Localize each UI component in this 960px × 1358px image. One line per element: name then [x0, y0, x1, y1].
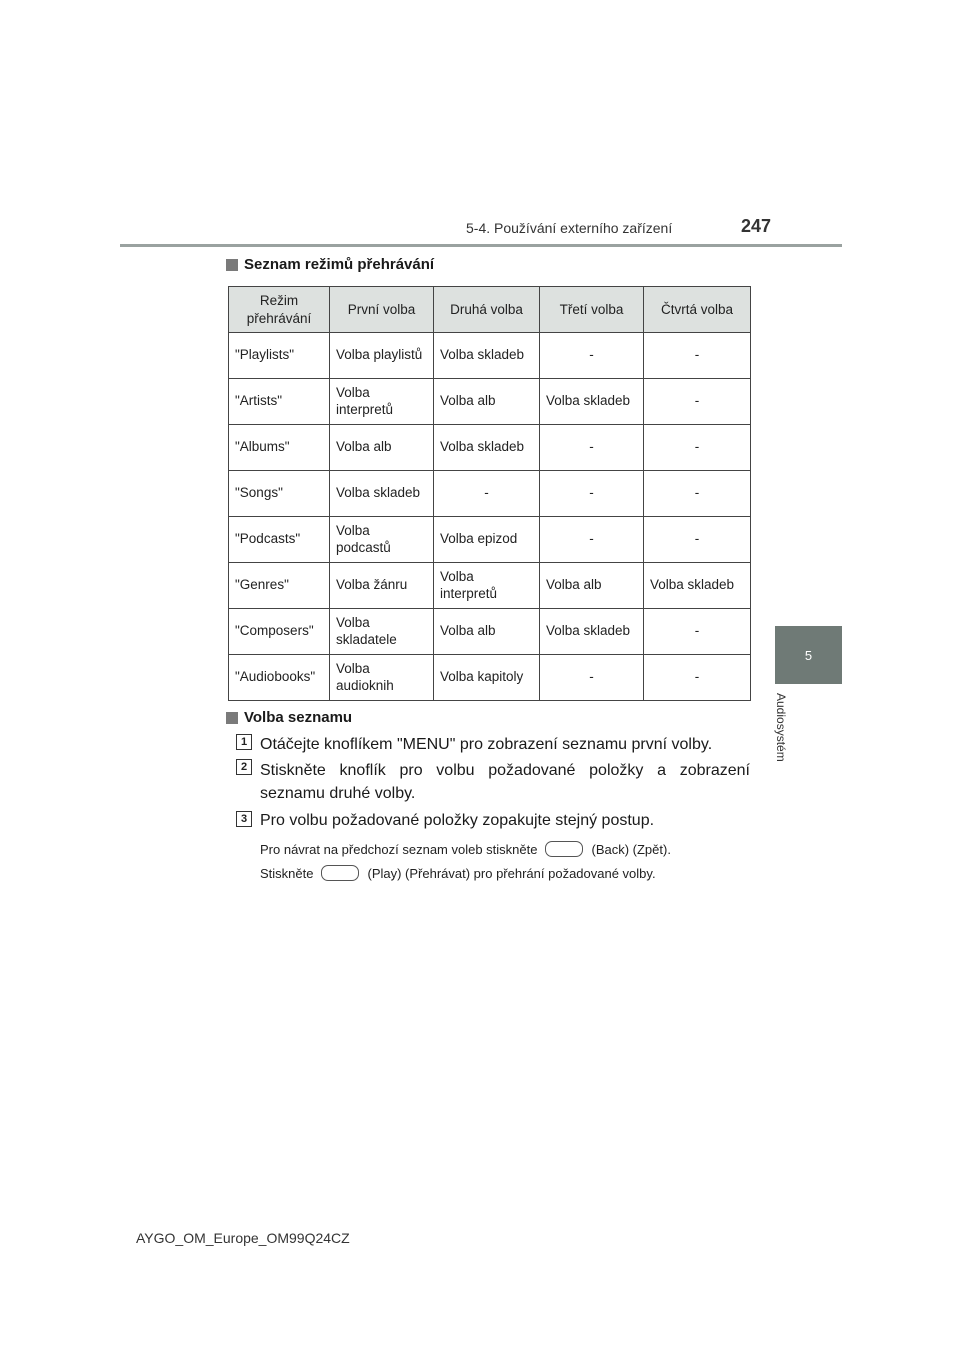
selection-cell: -	[540, 471, 644, 517]
note-text: Stiskněte	[260, 865, 314, 881]
list-selection-heading	[226, 709, 352, 726]
selection-cell: -	[540, 425, 644, 471]
step-number: 3	[236, 811, 252, 827]
selection-cell: Volba interpretů	[330, 379, 434, 425]
selection-cell: Volba alb	[540, 563, 644, 609]
note-text: Pro návrat na předchozí seznam voleb stiskněte	[260, 841, 538, 857]
step-number: 1	[236, 734, 252, 750]
mode-cell: "Composers"	[229, 609, 330, 655]
playback-modes-heading-text: Seznam režimů přehrávání	[244, 256, 435, 273]
column-header: Třetí volba	[540, 287, 644, 333]
selection-cell: Volba playlistů	[330, 333, 434, 379]
note-back	[260, 841, 671, 857]
selection-cell: -	[540, 517, 644, 563]
selection-cell: Volba skladeb	[540, 609, 644, 655]
mode-cell: "Audiobooks"	[229, 655, 330, 701]
selection-cell: -	[434, 471, 540, 517]
selection-cell: Volba alb	[434, 379, 540, 425]
step-number: 2	[236, 759, 252, 775]
selection-cell: Volba podcastů	[330, 517, 434, 563]
mode-cell: "Songs"	[229, 471, 330, 517]
chapter-label	[774, 693, 806, 783]
selection-cell: -	[540, 655, 644, 701]
selection-cell: -	[644, 333, 751, 379]
selection-cell: Volba skladeb	[434, 425, 540, 471]
table-row	[229, 563, 751, 609]
step-text: Pro volbu požadované položky zopakujte stejný postup.	[260, 812, 655, 829]
selection-cell: -	[644, 425, 751, 471]
selection-cell: -	[644, 471, 751, 517]
mode-cell: "Albums"	[229, 425, 330, 471]
page-number: 247	[741, 216, 772, 236]
list-selection-heading-text: Volba seznamu	[244, 709, 353, 726]
selection-cell: Volba žánru	[330, 563, 434, 609]
note-text: (Back) (Zpět).	[591, 841, 671, 857]
selection-cell: -	[644, 517, 751, 563]
step-text: Stiskněte knoflík pro volbu požadované položky a zobrazení seznamu druhé volby.	[260, 762, 750, 802]
selection-cell: Volba skladatele	[330, 609, 434, 655]
column-header: Režim přehrávání	[229, 287, 330, 333]
selection-cell: -	[644, 609, 751, 655]
table-row	[229, 471, 751, 517]
mode-cell: "Genres"	[229, 563, 330, 609]
table-row	[229, 655, 751, 701]
note-text: (Play) (Přehrávat) pro přehrání požadované volby.	[367, 865, 656, 881]
mode-cell: "Podcasts"	[229, 517, 330, 563]
note-play	[260, 865, 656, 881]
selection-cell: Volba audioknih	[330, 655, 434, 701]
table-row	[229, 609, 751, 655]
selection-cell: Volba kapitoly	[434, 655, 540, 701]
selection-cell: Volba skladeb	[434, 333, 540, 379]
selection-cell: Volba skladeb	[540, 379, 644, 425]
selection-cell: -	[644, 655, 751, 701]
chapter-number: 5	[804, 647, 813, 663]
mode-cell: "Artists"	[229, 379, 330, 425]
selection-cell: Volba alb	[330, 425, 434, 471]
table-row	[229, 379, 751, 425]
square-bullet-icon	[226, 712, 238, 724]
step-text: Otáčejte knoflíkem "MENU" pro zobrazení seznamu první volby.	[260, 736, 713, 753]
playback-modes-heading	[226, 256, 434, 273]
document-id: AYGO_OM_Europe_OM99Q24CZ	[136, 1230, 350, 1246]
column-header: Druhá volba	[434, 287, 540, 333]
selection-cell: -	[644, 379, 751, 425]
chapter-label-text: Audiosystém	[774, 693, 788, 762]
selection-cell: -	[540, 333, 644, 379]
mode-cell: "Playlists"	[229, 333, 330, 379]
table-row	[229, 517, 751, 563]
section-title: 5-4. Používání externího zařízení	[466, 220, 673, 236]
column-header: První volba	[330, 287, 434, 333]
play-button-icon	[321, 865, 359, 881]
column-header: Čtvrtá volba	[644, 287, 751, 333]
header-divider	[120, 244, 842, 247]
selection-cell: Volba alb	[434, 609, 540, 655]
back-button-icon	[545, 841, 583, 857]
chapter-tab[interactable]	[775, 626, 842, 684]
selection-cell: Volba epizod	[434, 517, 540, 563]
playback-modes-table	[228, 286, 751, 701]
table-row	[229, 333, 751, 379]
table-header-row	[229, 287, 751, 333]
square-bullet-icon	[226, 259, 238, 271]
selection-cell: Volba skladeb	[644, 563, 751, 609]
selection-cell: Volba interpretů	[434, 563, 540, 609]
selection-cell: Volba skladeb	[330, 471, 434, 517]
table-row	[229, 425, 751, 471]
